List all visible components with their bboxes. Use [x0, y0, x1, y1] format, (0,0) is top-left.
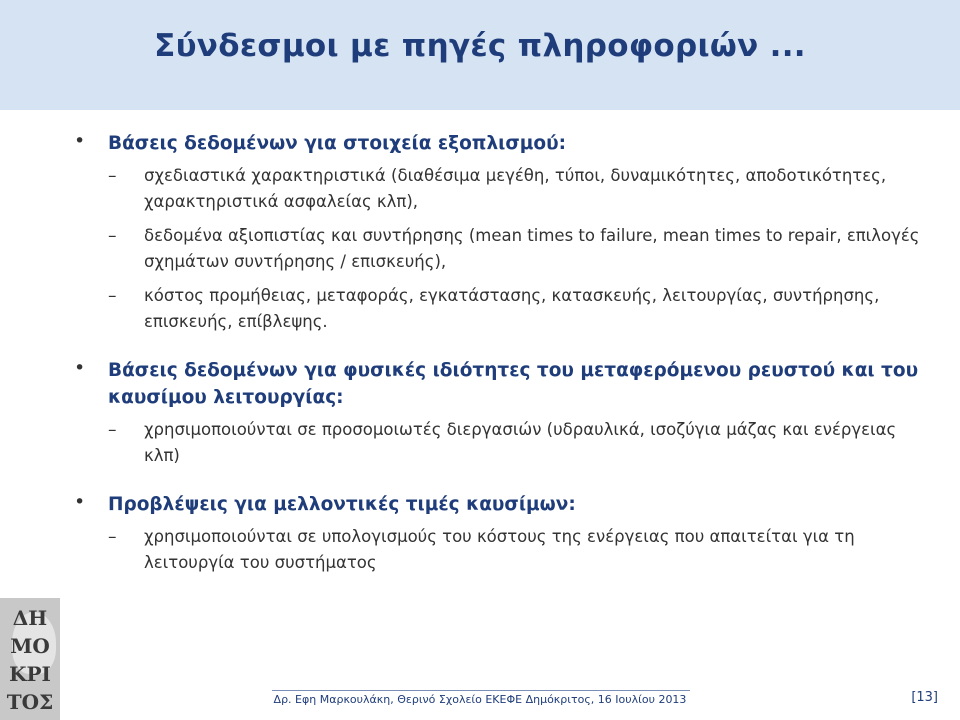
bullet-text: Βάσεις δεδομένων για στοιχεία εξοπλισμού:: [108, 133, 566, 154]
sub-marker: –: [108, 226, 117, 246]
footer-divider: [272, 690, 690, 691]
bullet-equipment-databases: [72, 130, 922, 335]
bullet-fuel-price-forecasts: [72, 491, 922, 576]
bullet-marker: •: [74, 491, 86, 513]
sub-text: χρησιμοποιούνται σε προσομοιωτές διεργασιών (υδραυλικά, ισοζύγια μάζας και ενέργειας κλπ): [144, 420, 897, 465]
logo-lettering: ΔΗ ΜΟ ΚΡΙ ΤΟΣ: [6, 606, 54, 714]
sub-item: [108, 417, 922, 469]
sub-list: [108, 163, 922, 335]
sub-text: κόστος προμήθειας, μεταφοράς, εγκατάστασης, κατασκευής, λειτουργίας, συντήρησης, επισκευής, επίβλεψης.: [144, 286, 880, 331]
sub-item: [108, 283, 922, 335]
sub-item: [108, 223, 922, 275]
slide-title: Σύνδεσμοι με πηγές πληροφοριών ...: [154, 28, 806, 64]
sub-item: [108, 524, 922, 576]
sub-marker: –: [108, 527, 117, 547]
bullet-marker: •: [74, 130, 86, 152]
sub-list: [108, 417, 922, 469]
slide-content: [72, 130, 922, 592]
page-number: [13]: [911, 690, 938, 705]
sub-item: [108, 163, 922, 215]
sub-marker: –: [108, 286, 117, 306]
sub-marker: –: [108, 420, 117, 440]
bullet-marker: •: [74, 357, 86, 379]
sub-text: δεδομένα αξιοπιστίας και συντήρησης (mean times to failure, mean times to repair, επιλογές σχημάτων συντήρησης / επισκευής),: [144, 226, 920, 271]
bullet-text: Βάσεις δεδομένων για φυσικές ιδιότητες του μεταφερόμενου ρευστού και του καυσίμου λειτουργίας:: [108, 360, 919, 408]
sub-marker: –: [108, 166, 117, 186]
sub-text: σχεδιαστικά χαρακτηριστικά (διαθέσιμα μεγέθη, τύποι, δυναμικότητες, αποδοτικότητες, χαρακτηριστικά ασφαλείας κλπ),: [144, 166, 887, 211]
sub-list: [108, 524, 922, 576]
sub-text: χρησιμοποιούνται σε υπολογισμούς του κόστους της ενέργειας που απαιτείται για τη λειτουργία του συστήματος: [144, 527, 855, 572]
bullet-fluid-properties: [72, 357, 922, 469]
footer-text: Δρ. Εφη Μαρκουλάκη, Θερινό Σχολείο ΕΚΕΦΕ Δημόκριτος, 16 Ιουλίου 2013: [273, 693, 687, 706]
bullet-text: Προβλέψεις για μελλοντικές τιμές καυσίμων:: [108, 494, 576, 515]
